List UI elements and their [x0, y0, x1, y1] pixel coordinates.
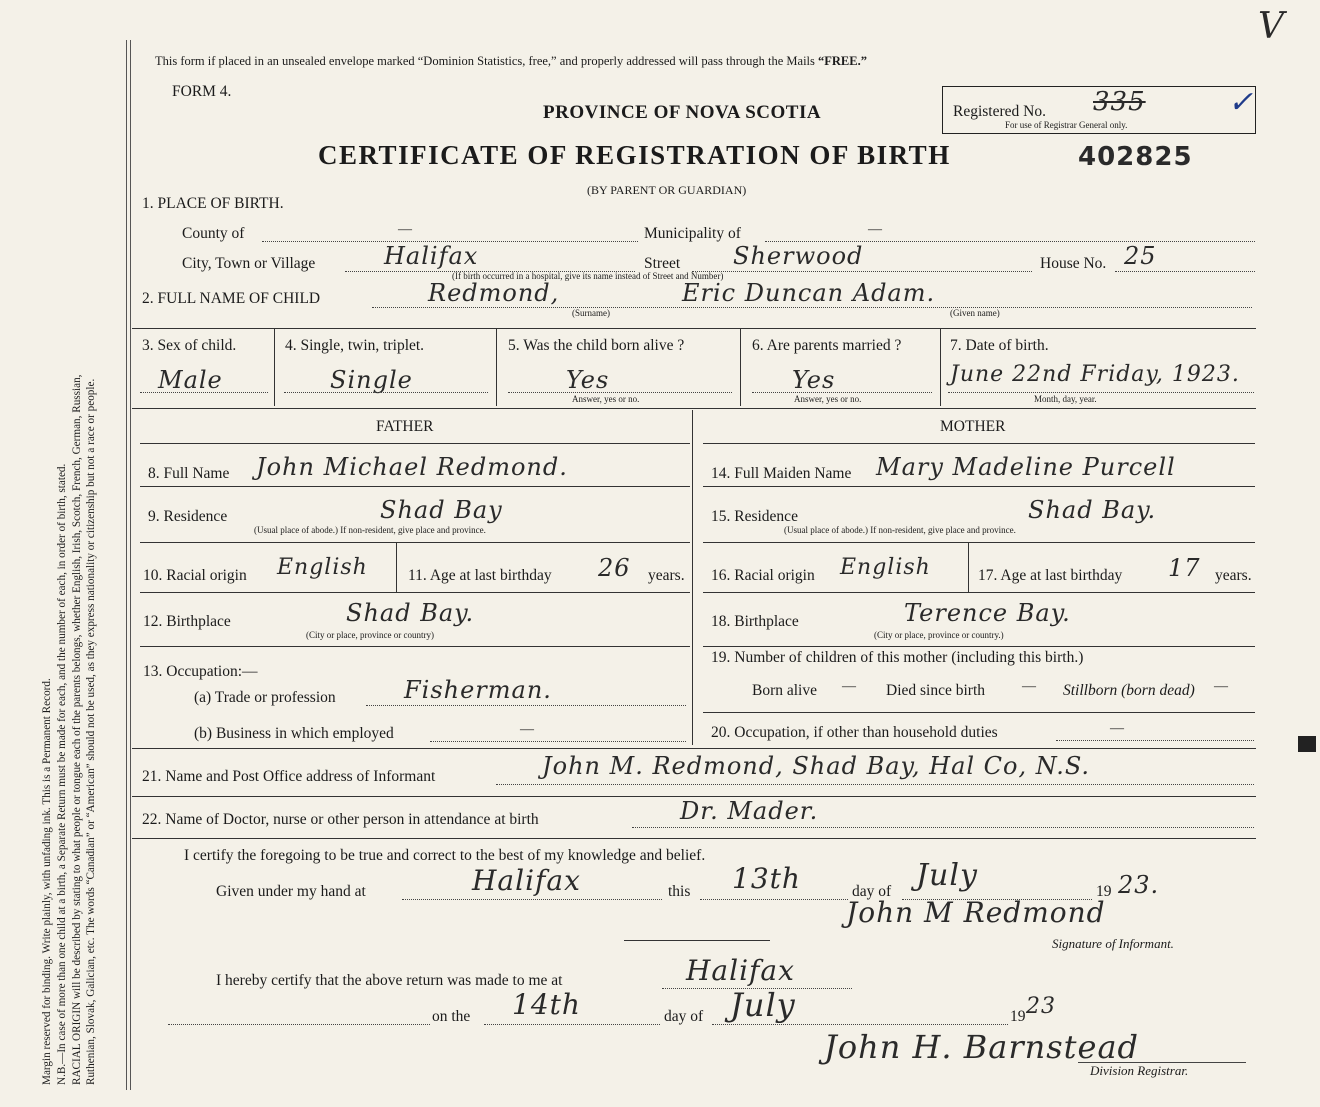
trade-label: (a) Trade or profession: [194, 689, 336, 706]
margin-line-1: Margin reserved for binding. Write plainly, with unfading ink. This is a Permanent Record.: [41, 678, 53, 1085]
informant-value: John M. Redmond, Shad Bay, Hal Co, N.S.: [542, 752, 1091, 780]
born-alive-note: Answer, yes or no.: [572, 394, 640, 404]
father-age-label: 11. Age at last birthday: [408, 567, 552, 584]
registered-check: ✓: [1228, 85, 1255, 120]
died-label: Died since birth: [886, 682, 986, 699]
municipality-label: Municipality of: [644, 225, 741, 242]
mother-birthplace-note: (City or place, province or country.): [874, 630, 1004, 640]
mother-birthplace-label: 18. Birthplace: [711, 613, 799, 630]
form-number: FORM 4.: [172, 83, 232, 100]
informant-label: 21. Name and Post Office address of Informant: [142, 768, 436, 785]
child-name-label: 2. FULL NAME OF CHILD: [142, 290, 321, 307]
county-value: —: [398, 222, 412, 237]
margin-rule-2: [130, 40, 131, 1090]
father-race-label: 10. Racial origin: [143, 567, 247, 584]
city-value: Halifax: [384, 242, 479, 270]
margin-line-4: Ruthenian, Slovak, Galician, etc. The words “Canadian” or “American” should not be used, as they express nationality or citizenship but not a race or people.: [85, 378, 98, 1085]
children-label: 19. Number of children of this mother (including this birth.): [711, 649, 1084, 666]
mother-age-value: 17: [1168, 554, 1201, 582]
dob-value: June 22nd Friday, 1923.: [950, 362, 1240, 387]
father-birthplace-note: (City or place, province or country): [306, 630, 434, 640]
province-heading: PROVINCE OF NOVA SCOTIA: [543, 102, 822, 123]
father-race-value: English: [277, 555, 368, 580]
father-occupation-label: 13. Occupation:—: [143, 663, 258, 680]
given-label: Given under my hand at: [216, 883, 366, 900]
registered-note: For use of Registrar General only.: [1005, 120, 1128, 130]
margin-line-2: N.B.—In case of more than one child at a birth, a Separate Return must be made for each, and the number of each, in order of birth, stated.: [55, 463, 68, 1085]
registered-box: [942, 86, 1256, 134]
mail-notice: This form if placed in an unsealed envelope marked “Dominion Statistics, free,” and properly addressed will pass through the Mails “FREE.”: [155, 54, 867, 68]
street-label: Street: [644, 255, 681, 272]
married-label: 6. Are parents married ?: [752, 337, 902, 354]
margin-instructions: [40, 35, 99, 1085]
reg-month-value: July: [730, 986, 796, 1024]
reg-day-value: 14th: [512, 988, 581, 1021]
trade-value: Fisherman.: [404, 676, 552, 704]
attendant-label: 22. Name of Doctor, nurse or other person in attendance at birth: [142, 811, 539, 828]
margin-rule: [126, 40, 127, 1090]
mother-residence-note: (Usual place of abode.) If non-resident, give place and province.: [784, 525, 1016, 535]
reg-year-prefix: 19: [1010, 1008, 1026, 1025]
mother-race-value: English: [840, 555, 931, 580]
mother-residence-value: Shad Bay.: [1028, 496, 1157, 524]
street-value: Sherwood: [733, 242, 864, 270]
registrar-signature: John H. Barnstead: [824, 1028, 1140, 1066]
corner-check-mark: V: [1258, 6, 1285, 47]
given-day-value: 13th: [732, 862, 801, 895]
born-alive-count-label: Born alive: [752, 682, 817, 699]
married-note: Answer, yes or no.: [794, 394, 862, 404]
informant-signature-caption: Signature of Informant.: [1052, 936, 1174, 951]
hereby-place-value: Halifax: [686, 954, 795, 987]
father-birthplace-label: 12. Birthplace: [143, 613, 231, 630]
sex-value: Male: [158, 366, 223, 394]
place-of-birth-label: 1. PLACE OF BIRTH.: [142, 195, 284, 212]
registered-value: 335: [1093, 87, 1146, 117]
surname-note: (Surname): [572, 308, 610, 318]
plurality-label: 4. Single, twin, triplet.: [285, 337, 425, 354]
given-note: (Given name): [950, 308, 1000, 318]
mother-header: MOTHER: [940, 418, 1006, 435]
father-age-value: 26: [598, 554, 631, 582]
born-alive-value: Yes: [566, 366, 610, 394]
given-dayof-label: day of: [852, 883, 892, 900]
died-value: —: [1022, 679, 1036, 694]
born-alive-count-value: —: [842, 679, 856, 694]
mother-occupation-label: 20. Occupation, if other than household duties: [711, 724, 998, 741]
reg-year-value: 23: [1026, 994, 1056, 1019]
plurality-value: Single: [330, 366, 413, 394]
mother-name-value: Mary Madeline Purcell: [876, 453, 1176, 481]
registrar-caption: Division Registrar.: [1090, 1063, 1189, 1078]
child-given-value: Eric Duncan Adam.: [682, 279, 936, 307]
this-label: this: [668, 883, 691, 900]
house-label: House No.: [1040, 255, 1107, 272]
dob-note: Month, day, year.: [1034, 394, 1097, 404]
stillborn-value: —: [1214, 679, 1228, 694]
business-label: (b) Business in which employed: [194, 725, 394, 742]
father-header: FATHER: [376, 418, 434, 435]
dob-label: 7. Date of birth.: [950, 337, 1049, 354]
given-month-value: July: [916, 858, 978, 893]
informant-signature: John M Redmond: [846, 896, 1106, 929]
father-residence-label: 9. Residence: [148, 508, 228, 525]
mother-years: years.: [1215, 567, 1252, 584]
mother-age-label: 17. Age at last birthday: [978, 567, 1123, 584]
given-year-value: 23.: [1118, 871, 1160, 899]
mother-birthplace-value: Terence Bay.: [904, 599, 1071, 627]
hospital-note: (If birth occurred in a hospital, give its name instead of Street and Number): [452, 271, 724, 281]
father-residence-value: Shad Bay: [380, 496, 503, 524]
stillborn-label: Stillborn (born dead): [1063, 682, 1195, 699]
attendant-value: Dr. Mader.: [680, 797, 819, 825]
born-alive-label: 5. Was the child born alive ?: [508, 337, 685, 354]
registered-label: Registered No.: [953, 103, 1046, 120]
father-name-label: 8. Full Name: [148, 465, 230, 482]
sex-label: 3. Sex of child.: [142, 337, 237, 354]
binding-mark: [1298, 736, 1316, 752]
father-name-value: John Michael Redmond.: [256, 453, 568, 481]
municipality-value: —: [868, 222, 882, 237]
married-value: Yes: [792, 366, 836, 394]
business-value: —: [520, 722, 534, 737]
house-value: 25: [1124, 242, 1157, 270]
father-birthplace-value: Shad Bay.: [346, 599, 475, 627]
certificate-number: 402825: [1078, 142, 1193, 172]
certify-statement: I certify the foregoing to be true and correct to the best of my knowledge and belief.: [184, 847, 706, 864]
reg-dayof-label: day of: [664, 1008, 704, 1025]
father-residence-note: (Usual place of abode.) If non-resident, give place and province.: [254, 525, 486, 535]
given-place-value: Halifax: [472, 864, 581, 897]
father-years: years.: [648, 567, 685, 584]
margin-line-3: RACIAL ORIGIN will be described by stating to what people or tongue each of the parents belongs, whether English, Irish, Scotch, French, German, Russian,: [70, 374, 83, 1085]
city-label: City, Town or Village: [182, 255, 316, 272]
mother-race-label: 16. Racial origin: [711, 567, 815, 584]
mother-name-label: 14. Full Maiden Name: [711, 465, 852, 482]
certificate-title: CERTIFICATE OF REGISTRATION OF BIRTH: [318, 140, 951, 170]
county-label: County of: [182, 225, 245, 242]
mother-residence-label: 15. Residence: [711, 508, 798, 525]
on-the-label: on the: [432, 1008, 471, 1025]
certificate-subtitle: (BY PARENT OR GUARDIAN): [587, 183, 747, 197]
child-surname-value: Redmond,: [428, 279, 560, 307]
mother-occupation-value: —: [1110, 721, 1124, 736]
given-year-prefix: 19: [1096, 883, 1112, 900]
hereby-statement: I hereby certify that the above return was made to me at: [216, 972, 563, 989]
